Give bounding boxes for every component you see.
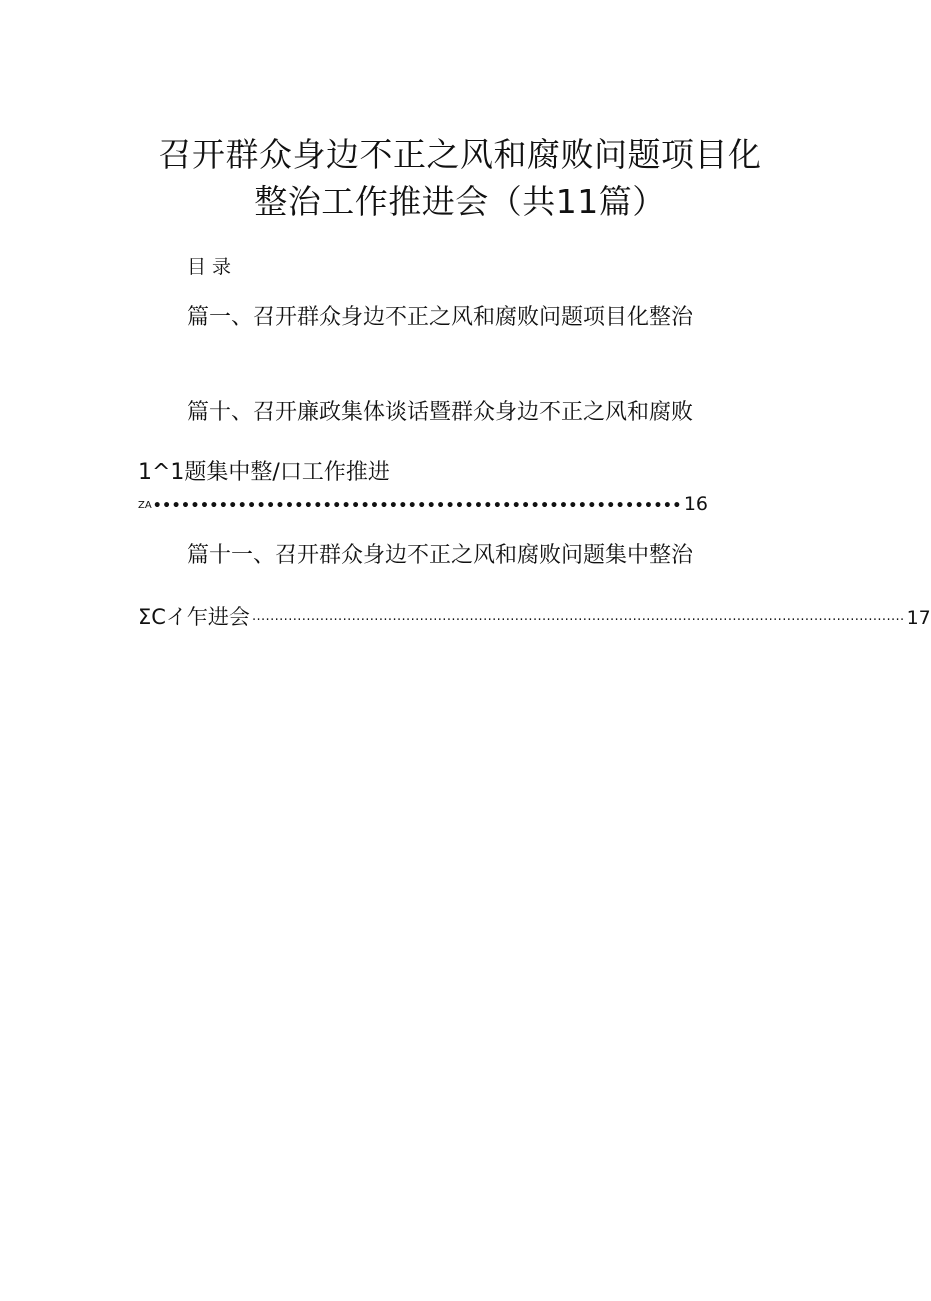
toc-entry-10-leader-line [138,492,708,516]
toc-entry-10-title-continued[interactable]: 1^1题集中整/口工作推进 [138,460,390,485]
toc-entry-10-page-number[interactable]: 16 [683,493,708,515]
toc-entry-11-page-number[interactable]: 17 [906,607,931,629]
toc-entry-11-title-continued[interactable]: ΣCイ乍进会 [138,605,250,629]
toc-entry-11-dot-leader: ................................................................................................................................................ [251,609,905,624]
toc-heading: 目录 [187,256,238,278]
toc-entry-10-prefix: ZA [138,500,152,511]
document-title-line-2: 整治工作推进会（共11篇） [254,182,666,221]
toc-entry-11-leader-line [138,603,931,631]
toc-entry-10-dot-leader: •••••••••••••••••••••••••••••••••••••••••••••••••••••••• [152,498,682,514]
toc-entry-10-title[interactable]: 篇十、召开廉政集体谈话暨群众身边不正之风和腐败 [187,400,694,425]
document-title-line-1: 召开群众身边不正之风和腐败问题项目化 [158,135,762,174]
toc-entry-11-title[interactable]: 篇十一、召开群众身边不正之风和腐败问题集中整治 [187,543,694,568]
toc-entry-1-title[interactable]: 篇一、召开群众身边不正之风和腐败问题项目化整治 [187,305,694,330]
